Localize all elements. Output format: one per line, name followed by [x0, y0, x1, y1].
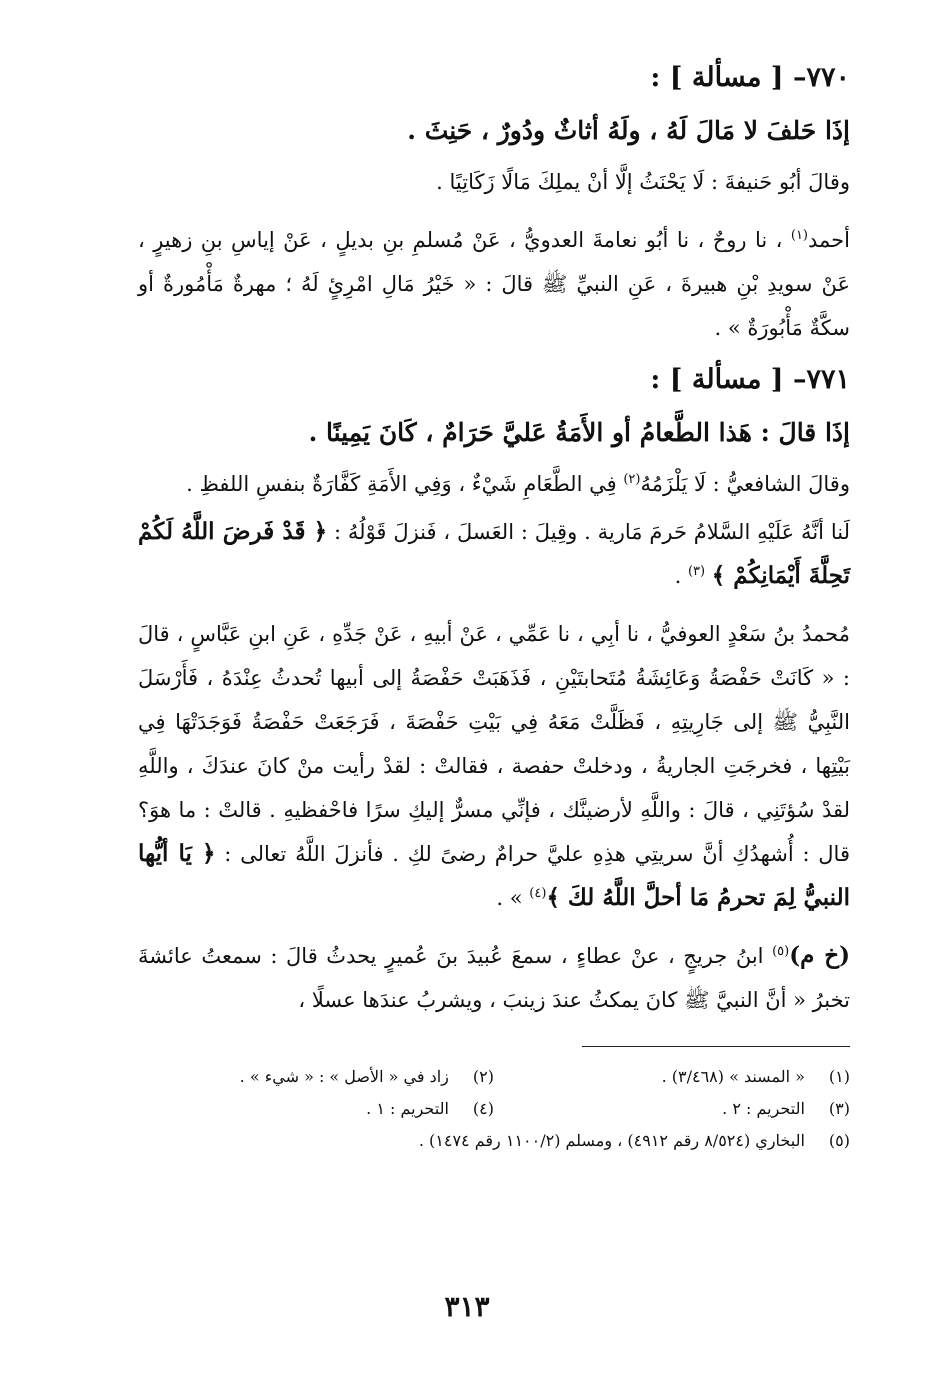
- footnotes: [138, 1061, 850, 1157]
- opinion-text-b: فِي الطَّعَامِ شَيْءٌ ، وَفِي الأَمَةِ كَفَّارَةٌ بنفسِ اللفظِ .: [186, 472, 617, 496]
- footnote-5: [138, 1125, 850, 1157]
- footnote-ref-3[interactable]: (٣): [687, 564, 706, 579]
- issue-770-heading: [138, 56, 850, 100]
- hadith-3-text: ابنُ جريجٍ ، عنْ عطاءٍ ، سمعَ عُبيدَ بنَ عُميرٍ يحدثُ قالَ : سمعتُ عائشةَ تخبرُ « أنَّ النبيَّ ﷺ كانَ يمكثُ عندَ زينبَ ، ويشربُ عندَها عسلًا ،: [138, 944, 850, 1012]
- issue-771-hadith-3: [138, 934, 850, 1022]
- footnote-divider: [582, 1046, 850, 1047]
- footnote-ref-2[interactable]: (٢): [623, 472, 641, 487]
- footnote-text: « المسند » (٣/٤٦٨) .: [661, 1067, 805, 1086]
- footnote-row: [138, 1093, 850, 1125]
- footnote-text: التحريم : ٢ .: [722, 1099, 805, 1118]
- opinion-text-a: وقالَ الشافعيُّ : لَا يَلْزَمُهُ: [640, 472, 850, 496]
- issue-771-rule: إذَا قالَ : هَذا الطَّعامُ أو الأَمَةُ عَليَّ حَرَامٌ ، كَانَ يَمِينًا .: [308, 418, 850, 447]
- hadith-2-text: مُحمدُ بنُ سَعْدٍ العوفيُّ ، نا أبِي ، نا عَمِّي ، عَنْ أبيهِ ، عَنْ جَدِّهِ ، عَنِ ابنِ عَبَّاسٍ ، قالَ : « كَانَتْ حَفْصَةُ وَعَائِشَةُ مُتَحابتَيْنِ ، فَذَهَبَتْ حَفْصَةُ إلى أبيها تُحدثُ عِنْدَهُ ، فَأَرْسَلَ النَّبِيُّ ﷺ إلى جَارِيتِهِ ، فَظَلَّتْ مَعَهُ فِي بَيْتِ حَفْصَةَ ، فَرَجَعَتْ حَفْصَةُ فَوَجَدَتْهَا فِي بَيْتِها ، فخرجَتِ الجاريةُ ، ودخلتْ حفصة ، فقالتْ : لقدْ رأيت منْ كانَ عندَكَ ، واللَّهِ لقدْ سُؤتَنِي ، قالَ : واللَّهِ لأرضينَّك ، فإنِّي مسرٌّ إليكِ سرًا فاحْفظيهِ . قالتْ : ما هوَ؟ قال : أُشهدُكِ أنَّ سريتِي هذِهِ عليَّ حرامٌ رضىً لكِ . فأنزلَ اللَّهُ تعالى :: [138, 622, 850, 866]
- hadith-text: ، نا روحٌ ، نا أبُو نعامةَ العدويُّ ، عَنْ مُسلمِ بنِ بديلٍ ، عَنْ إياسِ بنِ زهيرٍ ، عَنْ سويدِ بْنِ هبيرةَ ، عَنِ النبيِّ ﷺ قالَ : « خَيْرُ مَالِ امْرِئٍ لَهُ ؛ مهرةٌ مَأْمُورةٌ أو سكَّةٌ مَأْبُورَةٌ » .: [138, 228, 850, 340]
- footnote-ref-4[interactable]: (٤): [529, 886, 547, 901]
- footnote-row: [138, 1061, 850, 1093]
- issue-770-heading-text: ٧٧٠– [ مسألة ] :: [650, 62, 850, 93]
- footnote-4: [138, 1093, 494, 1125]
- quran-quote-2: ﴿ يَا أيُّها النبيُّ لِمَ تحرمُ مَا أحلَّ اللَّهُ لكَ ﴾: [138, 840, 850, 911]
- hadith-3-source: (خ م): [789, 942, 850, 969]
- footnote-number: (١): [828, 1067, 850, 1086]
- issue-771-argument: [138, 510, 850, 598]
- argument-text: لَنا أنَّهُ عَلَيْهِ السَّلامُ حَرمَ مَارية . وقِيلَ : العَسلَ ، فَنزلَ قَوْلُهُ :: [334, 520, 850, 544]
- footnote-3: [494, 1093, 850, 1125]
- footnote-number: (٥): [828, 1131, 850, 1150]
- footnote-row: [138, 1125, 850, 1157]
- hadith-narrator: أحمد: [808, 228, 850, 252]
- footnote-ref-1[interactable]: (١): [790, 228, 808, 243]
- issue-770-hadith: [138, 218, 850, 350]
- footnote-number: (٣): [828, 1099, 850, 1118]
- issue-771-heading: [138, 358, 850, 402]
- page-number: ٣١٣: [444, 1290, 490, 1323]
- hadith-2-end: » .: [496, 886, 523, 910]
- footnote-text: التحريم : ١ .: [366, 1099, 449, 1118]
- issue-771-hadith-2: [138, 612, 850, 920]
- footnote-2: [138, 1061, 494, 1093]
- footnote-text: زاد في « الأصل » : « شيء » .: [239, 1067, 449, 1086]
- issue-770-opinion: وقالَ أبُو حَنيفةَ : لَا يَحْنَثُ إلَّا أنْ يملِكَ مَالًا زَكَاتِيًا .: [436, 170, 850, 194]
- issue-771-heading-text: ٧٧١– [ مسألة ] :: [650, 364, 850, 395]
- argument-end: .: [674, 564, 682, 588]
- issue-770-rule: إذَا حَلفَ لا مَالَ لَهُ ، ولَهُ أثاثٌ ودُورٌ ، حَنِثَ .: [407, 116, 850, 145]
- footnote-ref-5[interactable]: (٥): [772, 944, 790, 959]
- footnote-number: (٢): [472, 1067, 494, 1086]
- issue-771-opinion: [138, 462, 850, 506]
- footnote-1: [494, 1061, 850, 1093]
- footnote-text: البخاري (٨/٥٢٤ رقم ٤٩١٢) ، ومسلم (١١٠٠/٢ رقم ١٤٧٤) .: [418, 1131, 805, 1150]
- quran-quote-1: ﴿ قَدْ فَرضَ اللَّهُ لَكُمْ تَحِلَّةَ أَيْمَانِكُمْ ﴾: [138, 518, 850, 589]
- footnote-number: (٤): [472, 1099, 494, 1118]
